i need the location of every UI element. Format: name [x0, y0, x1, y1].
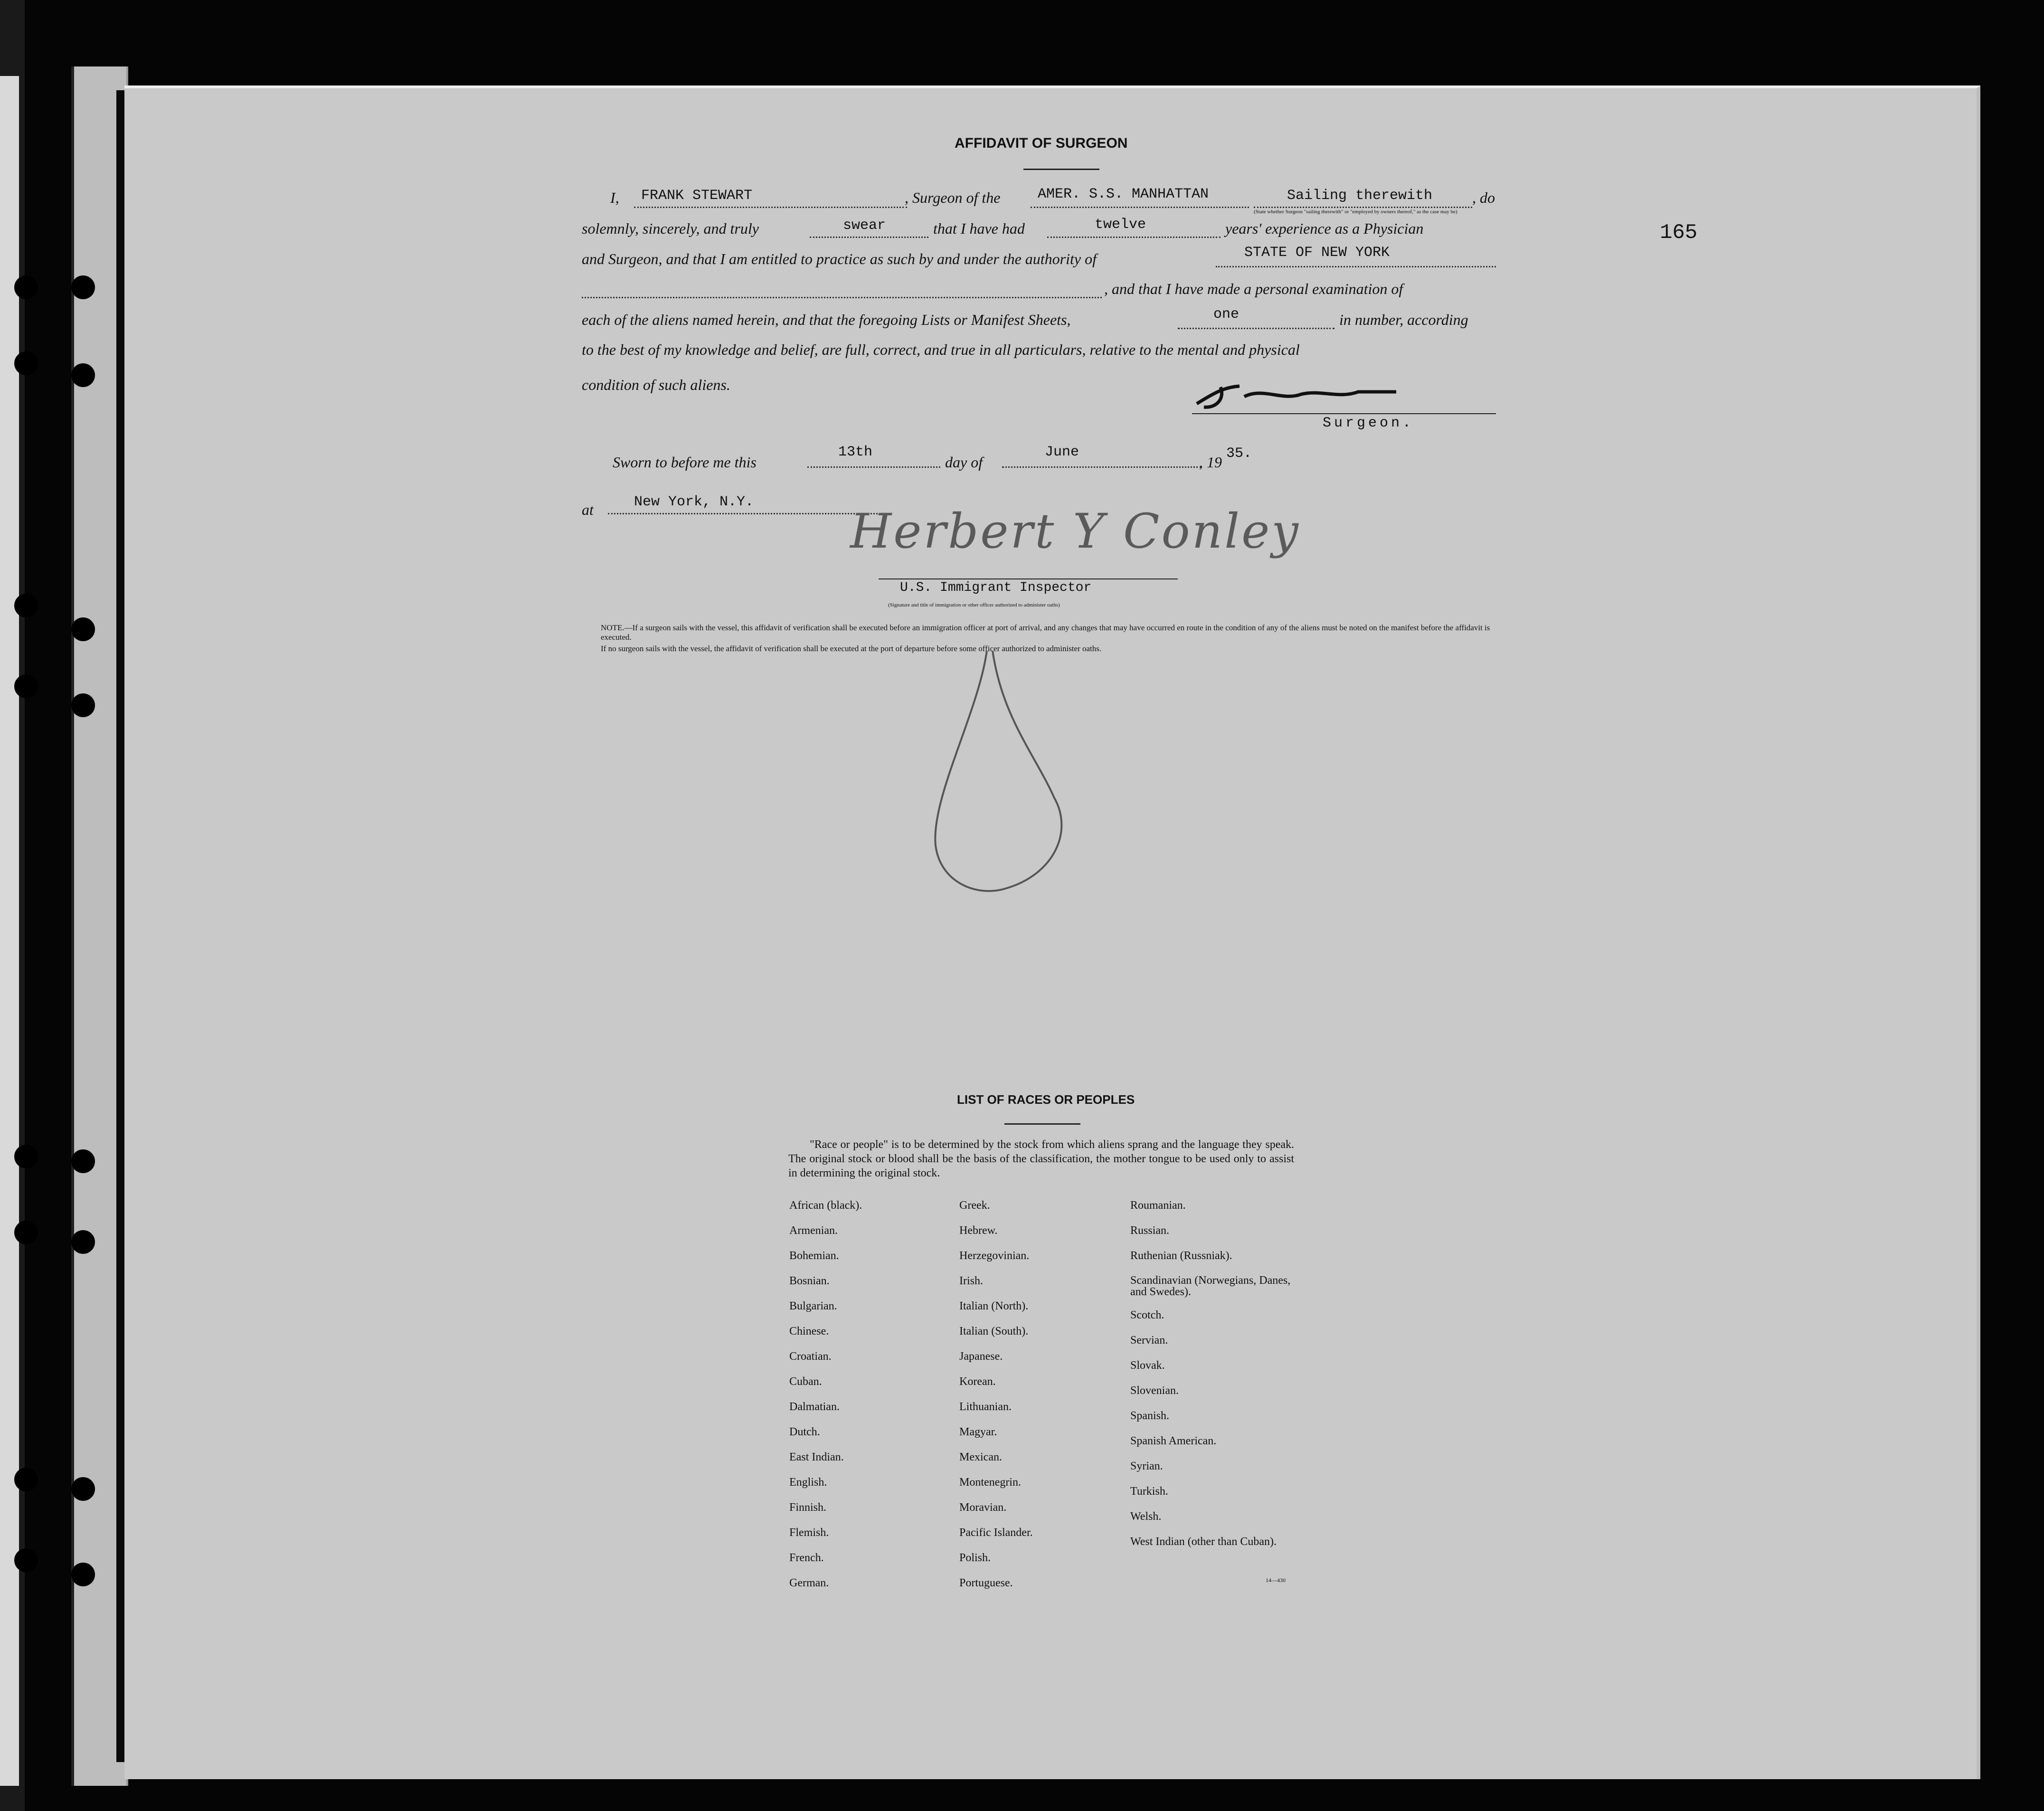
races-column-1: [789, 1199, 946, 1602]
race-item: Japanese.: [959, 1350, 1003, 1363]
authority-continued-field: [582, 278, 1102, 298]
race-item: Portuguese.: [959, 1577, 1013, 1589]
punch-hole: [71, 275, 95, 299]
punch-hole: [14, 275, 38, 299]
race-item: Servian.: [1130, 1334, 1168, 1346]
line4-end: , and that I have made a personal examination of: [1104, 280, 1403, 297]
inspector-title: U.S. Immigrant Inspector: [900, 580, 1092, 595]
race-item: Scandinavian (Norwegians, Danes, and Swedes).: [1130, 1274, 1291, 1298]
at-label: at: [582, 501, 594, 518]
race-item: Bohemian.: [789, 1250, 839, 1262]
punch-hole: [14, 1548, 38, 1572]
surgeon-name: FRANK STEWART: [641, 188, 753, 204]
form-code: 14—430: [1266, 1577, 1286, 1583]
line5-pre: each of the aliens named herein, and that the foregoing Lists or Manifest Sheets,: [582, 311, 1071, 328]
race-item: Turkish.: [1130, 1485, 1168, 1498]
race-item: Spanish American.: [1130, 1435, 1217, 1447]
years-experience: twelve: [1095, 217, 1146, 233]
race-item: Dutch.: [789, 1426, 820, 1438]
race-item: Moravian.: [959, 1501, 1007, 1514]
race-item: Bosnian.: [789, 1275, 830, 1287]
punch-hole: [71, 363, 95, 387]
sworn-year: 35.: [1226, 446, 1252, 462]
race-item: English.: [789, 1476, 827, 1489]
race-item: Bulgarian.: [789, 1300, 837, 1312]
month-field: [1002, 447, 1202, 468]
adjacent-page-edge: [0, 76, 19, 1786]
sworn-month: June: [1045, 444, 1079, 460]
race-item: East Indian.: [789, 1451, 844, 1463]
race-item: Welsh.: [1130, 1510, 1162, 1523]
punch-hole: [71, 1149, 95, 1173]
line1-mid: , Surgeon of the: [905, 189, 1001, 206]
capacity-note: (State whether Surgeon "sailing therewith" or "employed by owners thereof," as the case may be): [1254, 209, 1457, 215]
race-item: Armenian.: [789, 1224, 838, 1237]
races-title: LIST OF RACES OR PEOPLES: [957, 1092, 1135, 1107]
race-item: Greek.: [959, 1199, 990, 1212]
sworn-year-prefix: , 19: [1199, 454, 1222, 471]
punch-hole: [14, 674, 38, 698]
film-edge-right: [1980, 0, 2044, 1811]
punch-hole: [71, 617, 95, 641]
line6: to the best of my knowledge and belief, are full, correct, and true in all particulars, relative to the mental and physical: [582, 341, 1300, 358]
punch-hole: [14, 594, 38, 617]
vessel-name: AMER. S.S. MANHATTAN: [1038, 186, 1209, 202]
race-item: Roumanian.: [1130, 1199, 1186, 1212]
sworn-place: New York, N.Y.: [634, 494, 754, 510]
races-column-3: [1130, 1199, 1301, 1564]
inspector-note: (Signature and title of immigration or other officer authorized to administer oaths): [888, 602, 1060, 608]
race-item: Italian (South).: [959, 1325, 1029, 1337]
binder-bar: [116, 90, 125, 1762]
surgeon-capacity: Sailing therewith: [1287, 188, 1433, 204]
race-item: Dalmatian.: [789, 1401, 840, 1413]
race-item: Slovenian.: [1130, 1384, 1179, 1397]
surgeon-signature: [1235, 389, 1282, 401]
race-item: Pacific Islander.: [959, 1527, 1033, 1539]
punch-hole: [14, 1221, 38, 1244]
oath-word: swear: [843, 218, 886, 234]
page-number: 165: [1660, 221, 1698, 245]
race-item: Hebrew.: [959, 1224, 998, 1237]
pen-loop-mark: [921, 641, 1092, 907]
race-item: Lithuanian.: [959, 1401, 1012, 1413]
punch-hole: [71, 1477, 95, 1501]
races-rule: [1004, 1123, 1080, 1125]
title-rule: [1023, 169, 1099, 170]
races-column-2: [959, 1199, 1116, 1602]
race-item: Mexican.: [959, 1451, 1002, 1463]
punch-hole: [14, 1145, 38, 1168]
race-item: Chinese.: [789, 1325, 829, 1337]
race-item: Russian.: [1130, 1224, 1170, 1237]
sheets-count: one: [1213, 306, 1240, 322]
punch-hole: [71, 1563, 95, 1586]
race-item: Spanish.: [1130, 1410, 1170, 1422]
race-item: Cuban.: [789, 1375, 822, 1388]
race-item: Korean.: [959, 1375, 996, 1388]
sworn-day: 13th: [838, 444, 873, 460]
note-no-surgeon: If no surgeon sails with the vessel, the affidavit of verification shall be executed at the port of departure before some officer authorized to administer oaths.: [601, 644, 1102, 653]
line2-mid: that I have had: [933, 220, 1025, 237]
day-field: [807, 447, 940, 468]
line2-end: years' experience as a Physician: [1225, 220, 1424, 237]
licensing-authority: STATE OF NEW YORK: [1244, 245, 1390, 261]
race-item: Montenegrin.: [959, 1476, 1021, 1489]
affidavit-title: AFFIDAVIT OF SURGEON: [955, 135, 1128, 151]
line1-pre: I,: [610, 189, 619, 206]
punch-hole: [71, 693, 95, 717]
race-item: Croatian.: [789, 1350, 832, 1363]
punch-hole: [14, 351, 38, 375]
race-item: French.: [789, 1552, 824, 1564]
race-item: Finnish.: [789, 1501, 827, 1514]
sheets-field: [1178, 309, 1334, 329]
note-surgeon-sails: NOTE.—If a surgeon sails with the vessel, this affidavit of verification shall be executed before an immigration officer at port of arrival, and any changes that may have occurred en route in the condition of any of the aliens must be noted on the manifest before the affidavit is executed.: [601, 623, 1490, 642]
sworn-mid: day of: [945, 454, 983, 471]
signature-rule: [1192, 413, 1496, 414]
race-item: Herzegovinian.: [959, 1250, 1030, 1262]
races-intro: "Race or people" is to be determined by the stock from which aliens sprang and the language they speak. The original stock or blood shall be the basis of the classification, the mother tongue to be used only to assist in determining the original stock.: [788, 1138, 1294, 1179]
race-item: Italian (North).: [959, 1300, 1029, 1312]
race-item: West Indian (other than Cuban).: [1130, 1536, 1277, 1548]
race-item: Ruthenian (Russniak).: [1130, 1250, 1232, 1262]
sworn-pre: Sworn to before me this: [613, 454, 757, 471]
surgeon-label: Surgeon.: [1323, 415, 1414, 431]
surgeon-signature-mark: [1187, 378, 1406, 416]
inspector-signature: Herbert Y Conley: [850, 503, 1300, 559]
punch-hole: [14, 1468, 38, 1491]
line5-end: in number, according: [1339, 311, 1468, 328]
race-item: Scotch.: [1130, 1309, 1164, 1321]
race-item: German.: [789, 1577, 829, 1589]
race-item: Flemish.: [789, 1527, 829, 1539]
line7: condition of such aliens.: [582, 376, 730, 393]
race-item: Syrian.: [1130, 1460, 1163, 1472]
race-item: Irish.: [959, 1275, 983, 1287]
line3-pre: and Surgeon, and that I am entitled to practice as such by and under the authority of: [582, 250, 1097, 267]
line2-pre: solemnly, sincerely, and truly: [582, 220, 759, 237]
race-item: Slovak.: [1130, 1359, 1165, 1372]
race-item: Magyar.: [959, 1426, 997, 1438]
race-item: Polish.: [959, 1552, 991, 1564]
line1-end: , do: [1472, 189, 1495, 206]
inspector-rule: [879, 578, 1178, 579]
race-item: African (black).: [789, 1199, 862, 1212]
punch-hole: [71, 1230, 95, 1254]
